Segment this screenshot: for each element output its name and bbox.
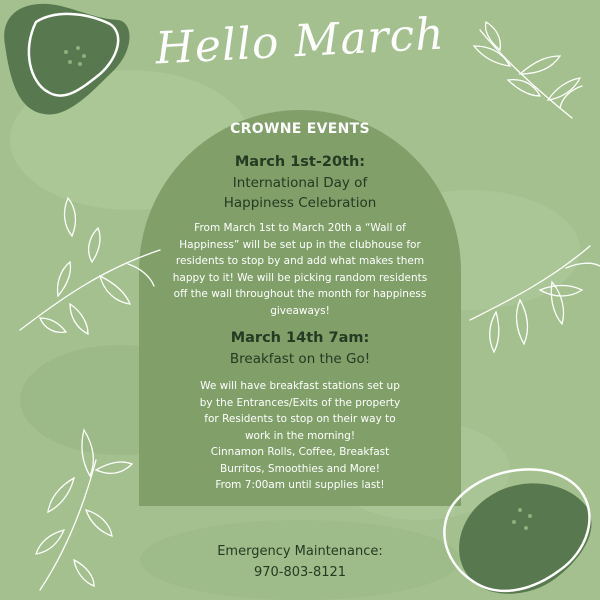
section-heading: CROWNE EVENTS bbox=[230, 121, 370, 137]
event-2-description-line: by the Entrances/Exits of the property bbox=[199, 396, 401, 409]
event-1-description-line: happy to it! We will be picking random residents bbox=[172, 271, 428, 284]
emergency-maintenance-phone: 970-803-8121 bbox=[253, 565, 347, 580]
event-2-description-line: From 7:00am until supplies last! bbox=[215, 479, 385, 491]
event-1-description-line: residents to stop by and add what makes them bbox=[175, 255, 425, 267]
emergency-maintenance-label: Emergency Maintenance: bbox=[217, 544, 383, 559]
event-1-description-line: giveaways! bbox=[270, 304, 330, 317]
event-2-description-line: Cinnamon Rolls, Coffee, Breakfast bbox=[210, 446, 390, 458]
event-1-date: March 1st-20th: bbox=[234, 154, 366, 170]
event-2-description bbox=[139, 378, 461, 494]
hello-march-title: Hello March bbox=[154, 8, 446, 75]
event-2-description-line: We will have breakfast stations set up bbox=[200, 380, 400, 392]
event-1-title-line: International Day of bbox=[232, 175, 368, 191]
event-1-title bbox=[139, 173, 461, 213]
event-2-date: March 14th 7am: bbox=[230, 330, 370, 346]
event-1-description-line: From March 1st to March 20th a “Wall of bbox=[194, 222, 406, 234]
event-1-description-line: Happiness” will be set up in the clubhouse for bbox=[179, 238, 421, 251]
event-1-description-line: off the wall throughout the month for happiness bbox=[173, 288, 427, 300]
event-2-title-line: Breakfast on the Go! bbox=[229, 351, 371, 367]
event-2-description-line: work in the morning! bbox=[244, 429, 356, 442]
event-2-description-line: for Residents to stop on their way to bbox=[204, 413, 396, 425]
event-2-title bbox=[139, 349, 461, 369]
event-1-title-line: Happiness Celebration bbox=[223, 195, 377, 211]
event-2-description-line: Burritos, Smoothies and More! bbox=[220, 462, 380, 475]
event-1-description bbox=[139, 220, 461, 319]
